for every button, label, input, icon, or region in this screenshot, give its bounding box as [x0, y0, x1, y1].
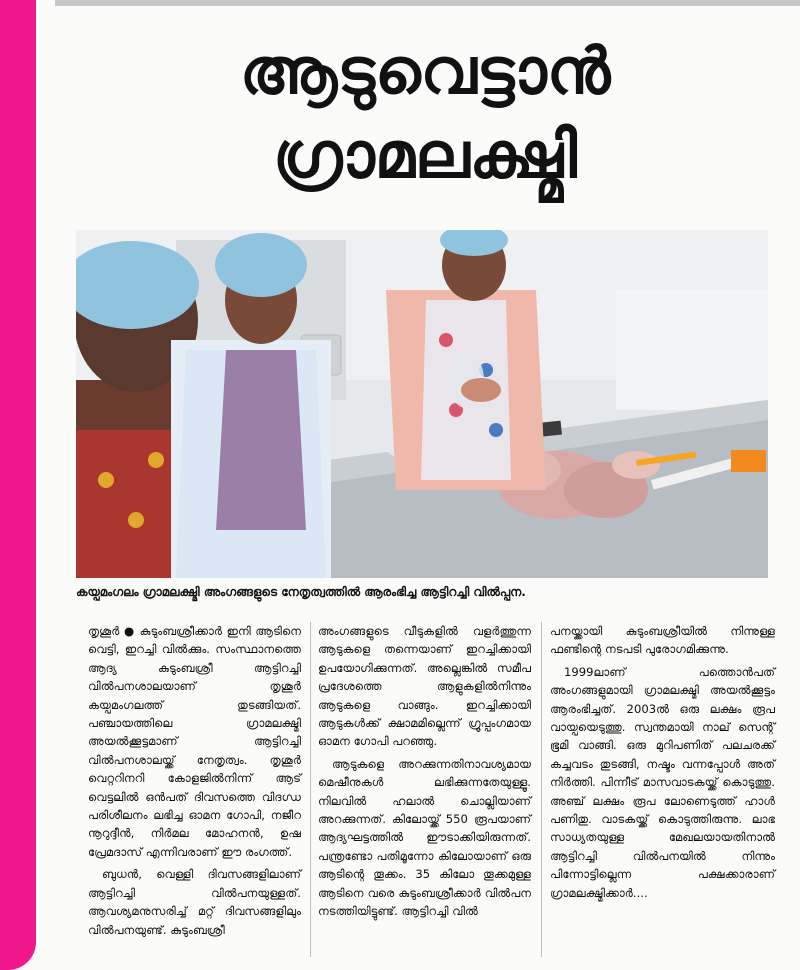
article-column-1 [88, 622, 301, 943]
headline-line-2: ഗ്രാമലക്ഷ്മി [273, 119, 577, 193]
news-photo [76, 230, 768, 578]
headline [60, 30, 790, 198]
column-divider [310, 622, 311, 957]
photo-illustration [76, 230, 768, 578]
paragraph: പനയ്ക്കായി കുടുംബശ്രീയിൽ നിന്നുള്ള ഫണ്ടിന്റെ നടപടി പുരോഗമിക്കുന്നു. [550, 624, 775, 657]
article-column-3 [550, 622, 775, 906]
paragraph: ബുധൻ, വെള്ളി ദിവസങ്ങളിലാണ് ആട്ടിറച്ചി വിൽപനയുള്ളത്. ആവശ്യമനുസരിച്ച് മറ്റ് ദിവസങ്ങളിലും വിൽപനയുണ്ട്. കുടുംബശ്രീ [88, 867, 301, 937]
page-margin [36, 0, 50, 955]
paragraph: 1999ലാണ് പത്തൊൻപത് അംഗങ്ങളുമായി ഗ്രാമലക്ഷ്മി അയൽക്കൂട്ടം ആരംഭിച്ചത്. 2003ൽ ഒരു ലക്ഷം രൂപ വായ്പയെടുത്തു. സ്വന്തമായി നാല് സെന്റ് ഭൂമി വാങ്ങി. ഒരു മുറിപണിത് പലചരക്ക് കച്ചവടം തുടങ്ങി, നഷ്ടം വന്നപ്പോൾ അത് നിർത്തി. പിന്നീട് മാസവാടകയ്ക്ക് കൊടുത്തു. അഞ്ച് ലക്ഷം രൂപ ലോണെടുത്ത് ഹാൾ പണിതു. വാടകയ്ക്ക് കൊടുത്തിരുന്നു. ലാഭ സാധ്യതയുള്ള മേഖലയായതിനാൽ ആട്ടിറച്ചി വിൽപനയിൽ നിന്നും പിന്നോട്ടില്ലെന്ന പക്ഷക്കാരാണ് ഗ്രാമലക്ഷ്മിക്കാർ.... [550, 664, 775, 900]
column-divider [541, 622, 542, 957]
top-rule [55, 0, 800, 6]
paragraph: തൃശൂർ ● കുടുംബശ്രീക്കാർ ഇനി ആടിനെ വെട്ടി, ഇറച്ചി വിൽക്കും. സംസ്ഥാനത്തെ ആദ്യ കുടുംബശ്രീ ആട്ടിറച്ചി വിൽപനശാലയാണ് തൃശൂർ കയ്പമംഗലത്ത് തുടങ്ങിയത്. പഞ്ചായത്തിലെ ഗ്രാമലക്ഷ്മി അയൽക്കൂട്ടമാണ് ആട്ടിറച്ചി വിൽപനശാലയ്ക്ക് നേതൃത്വം. തൃശൂർ വെറ്ററിനറി കോളജിൽനിന്ന് ആട് വെട്ടലിൽ ഒൻപത് ദിവസത്തെ വിദഗ്ധ പരിശീലനം ലഭിച്ച ഓമന ഗോപി, നജീറ നൂറുദ്ദീൻ, നിർമല മോഹനൻ, ഉഷ പ്രേമദാസ് എന്നിവരാണ് ഈ രംഗത്ത്. [88, 624, 301, 859]
headline-line-1: ആടുവെട്ടാൻ [239, 35, 611, 109]
paragraph: ആടുകളെ അറക്കുന്നതിനാവശ്യമായ മെഷീനുകൾ ലഭിക്കുന്നതേയുള്ളൂ. നിലവിൽ ഹലാൽ ചൊല്ലിയാണ് അറക്കുന്നത്. കിലോയ്ക്ക് 550 രൂപയാണ് ആദ്യഘട്ടത്തിൽ ഈടാക്കിയിരുന്നത്. പന്ത്രണ്ടോ പതിമൂന്നോ കിലോയാണ് ഒരു ആടിന്റെ തൂക്കം. 35 കിലോ തൂക്കമുള്ള ആടിനെ വരെ കുടുംബശ്രീക്കാർ വിൽപന നടത്തിയിട്ടുണ്ട്. ആട്ടിറച്ചി വിൽ [318, 756, 531, 919]
paragraph: അംഗങ്ങളുടെ വീടുകളിൽ വളർത്തുന്ന ആടുകളെ തന്നെയാണ് ഇറച്ചിക്കായി ഉപയോഗിക്കുന്നത്. അല്ലെങ്കിൽ സമീപ പ്രദേശത്തെ ആളുകളിൽനിന്നും ആടുകളെ വാങ്ങും. ഇറച്ചിക്കായി ആടുകൾക്ക് ക്ഷാമമില്ലെന്ന് ഗ്രൂപ്പംഗമായ ഓമന ഗോപി പറഞ്ഞു. [318, 624, 531, 749]
article-column-2 [318, 622, 531, 925]
photo-caption: കയ്പമംഗലം ഗ്രാമലക്ഷ്മി അംഗങ്ങളുടെ നേതൃത്വത്തിൽ ആരംഭിച്ച ആട്ടിറച്ചി വിൽപ്പന. [76, 585, 526, 599]
magenta-side-bar [0, 0, 36, 970]
